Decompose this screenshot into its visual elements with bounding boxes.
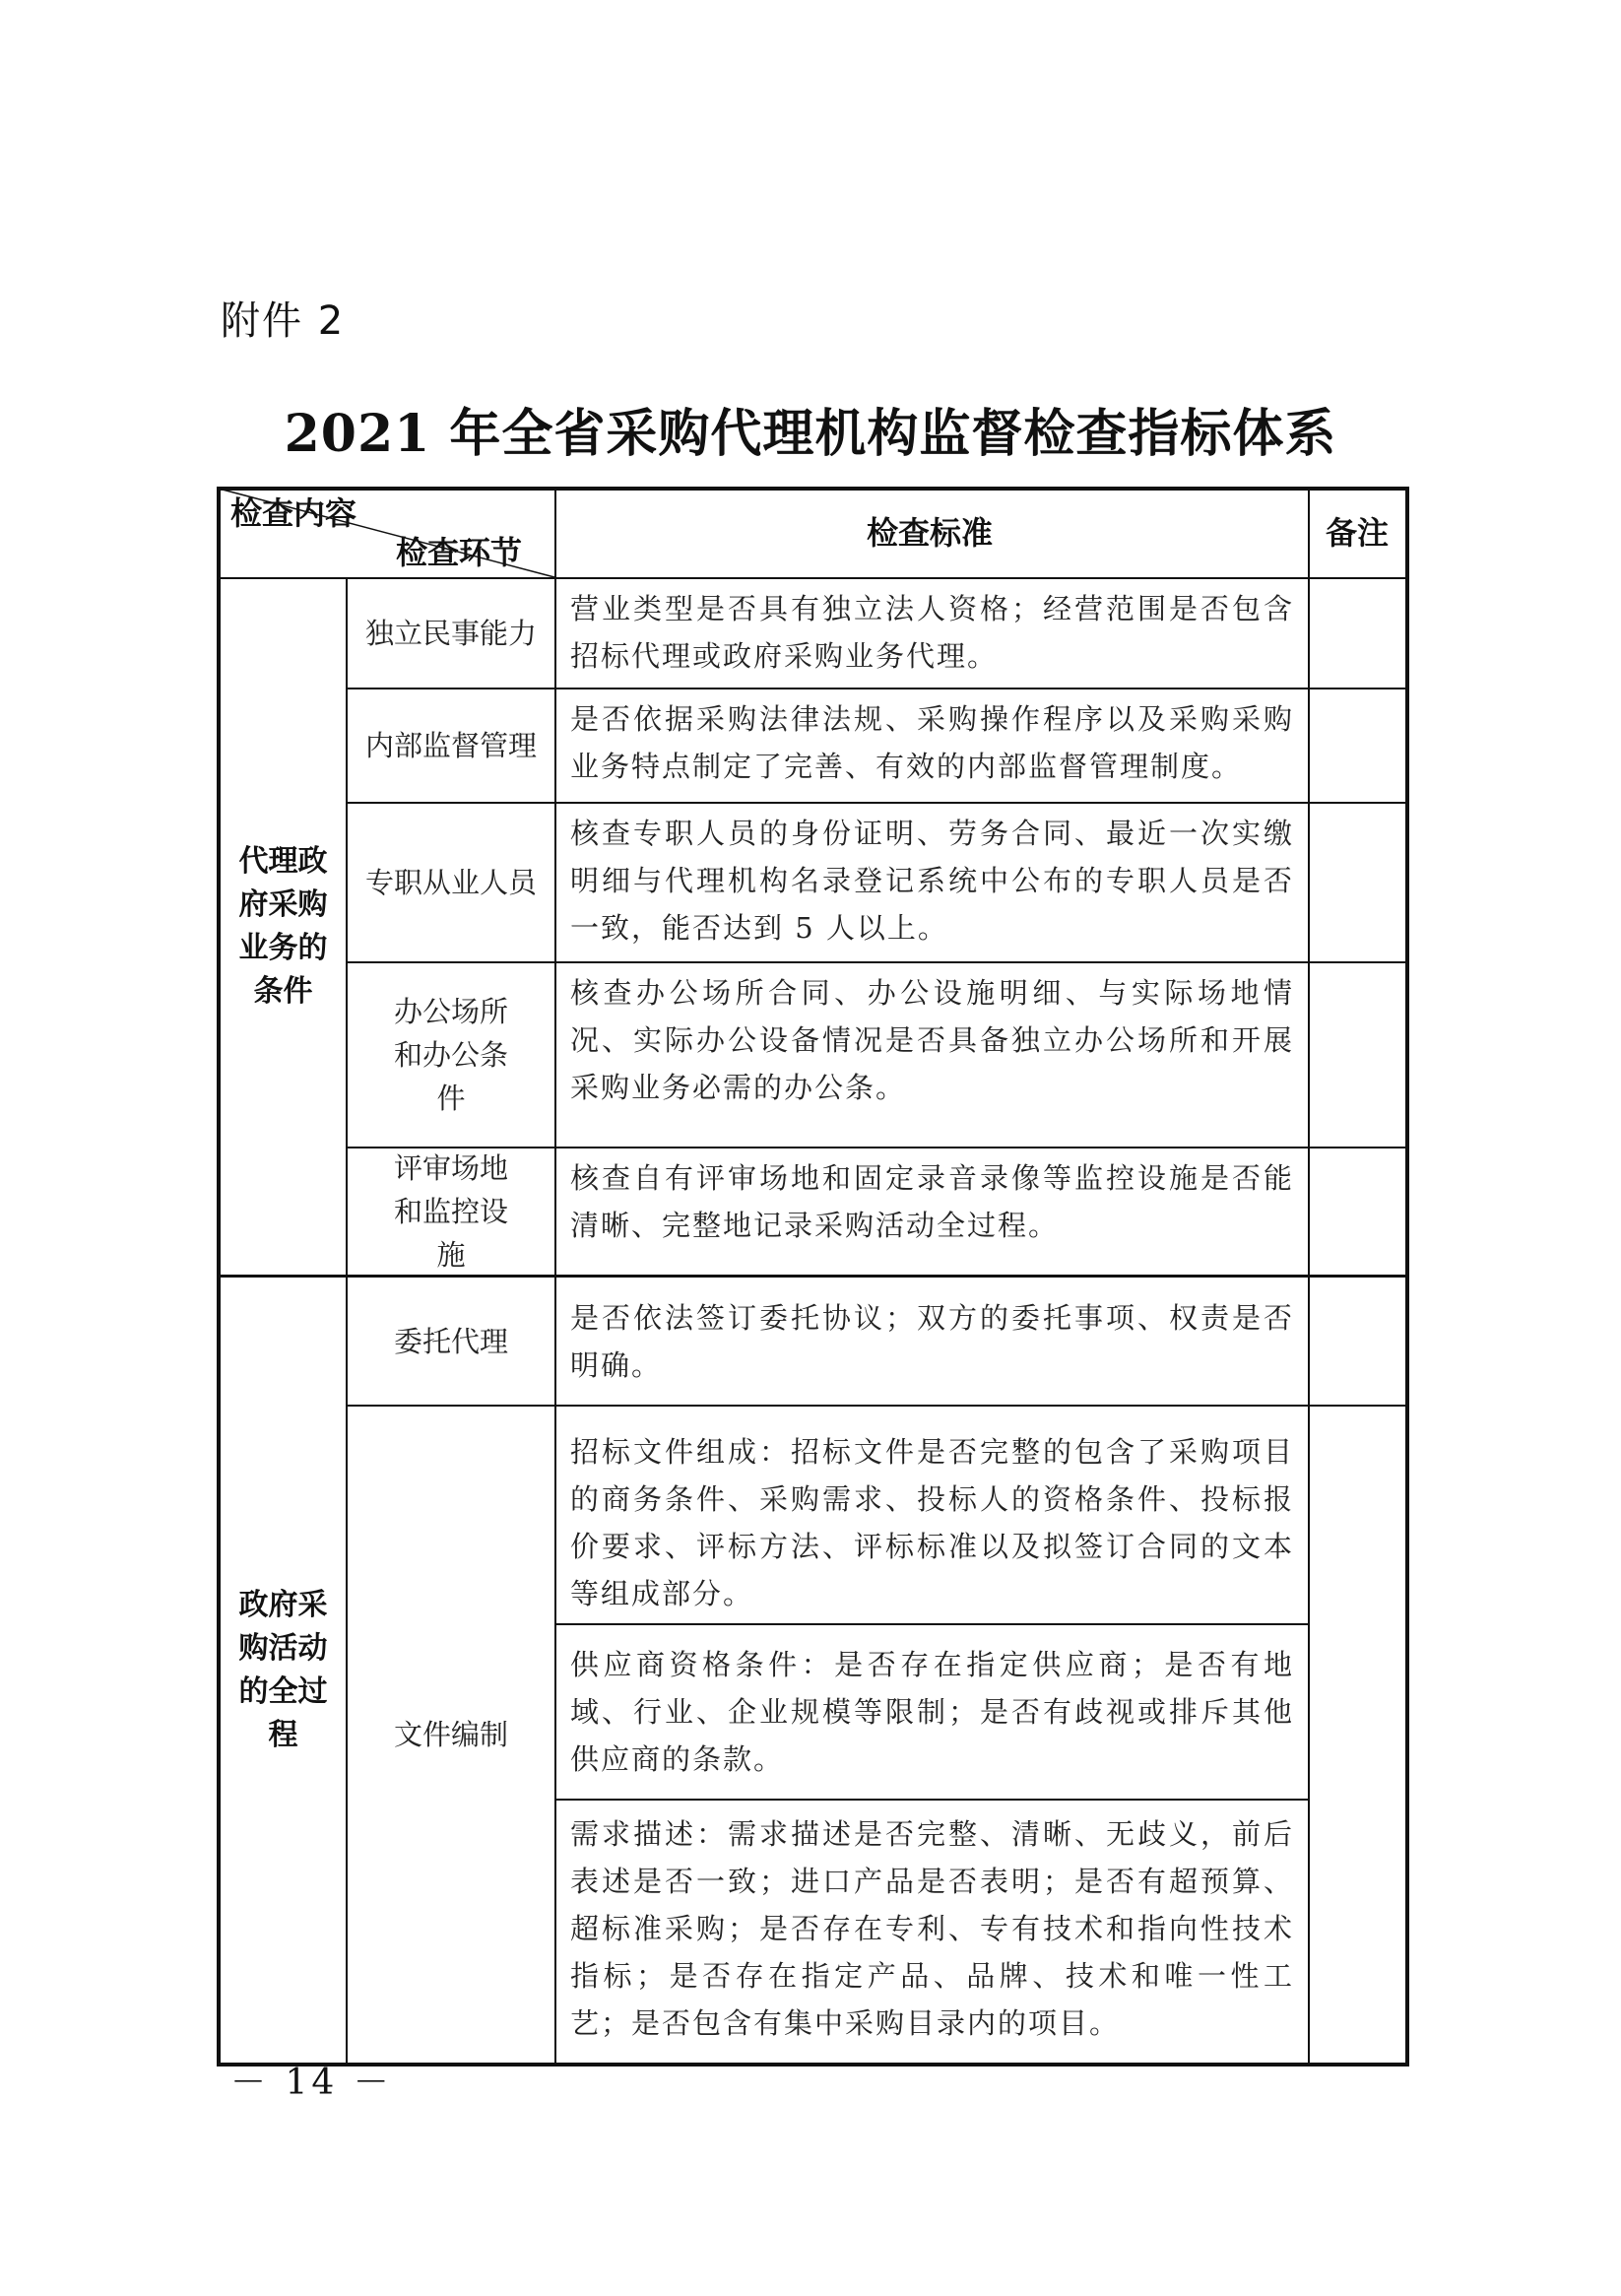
header-remark: 备注 — [1326, 514, 1390, 552]
standard-cell: 核查办公场所合同、办公设施明细、与实际场地情况、实际办公设备情况是否具备独立办公场所和开展采购业务必需的办公条。 — [570, 976, 1294, 1104]
category-process — [221, 1278, 346, 2063]
standard-cell: 营业类型是否具有独立法人资格；经营范围是否包含招标代理或政府采购业务代理。 — [570, 592, 1294, 673]
stage-cell — [348, 963, 554, 1147]
stage-label: 办公场所和办公条件 — [393, 995, 508, 1115]
stage-label: 文件编制 — [393, 1718, 508, 1751]
attachment-label: 附件 2 — [221, 298, 346, 344]
category-conditions-label: 代理政府采购业务的条件 — [238, 844, 328, 1009]
stage-cell — [348, 804, 554, 961]
stage-cell — [348, 579, 554, 688]
header-stage: 检查环节 — [396, 534, 523, 571]
page-number: － 14 － — [230, 2063, 393, 2103]
stage-label: 评审场地和监控设施 — [393, 1151, 508, 1272]
stage-cell — [348, 1278, 554, 1405]
standard-cell: 需求描述：需求描述是否完整、清晰、无歧义，前后表述是否一致；进口产品是否表明；是否有超预算、超标准采购；是否存在专利、专有技术和指向性技术指标；是否存在指定产品、品牌、技术和唯一性工艺；是否包含有集中采购目录内的项目。 — [570, 1817, 1294, 2040]
category-process-label: 政府采购活动的全过程 — [238, 1587, 328, 1752]
table-border-bottom — [217, 2063, 1409, 2066]
stage-cell — [348, 1407, 554, 2063]
standard-cell: 是否依法签订委托协议；双方的委托事项、权责是否明确。 — [570, 1300, 1294, 1382]
stage-cell — [348, 689, 554, 802]
header-standard: 检查标准 — [867, 514, 994, 552]
standard-cell: 核查自有评审场地和固定录音录像等监控设施是否能清晰、完整地记录采购活动全过程。 — [570, 1161, 1294, 1242]
header-content: 检查内容 — [230, 494, 357, 532]
stage-label: 内部监督管理 — [364, 729, 537, 762]
category-conditions — [221, 579, 346, 1275]
standard-cell: 是否依据采购法律法规、采购操作程序以及采购采购业务特点制定了完善、有效的内部监督管理制度。 — [570, 702, 1294, 783]
standard-cell: 供应商资格条件：是否存在指定供应商；是否有地域、行业、企业规模等限制；是否有歧视或排斥其他供应商的条款。 — [570, 1648, 1294, 1776]
standard-cell: 核查专职人员的身份证明、劳务合同、最近一次实缴明细与代理机构名录登记系统中公布的专职人员是否一致，能否达到 5 人以上。 — [570, 817, 1294, 945]
col-divider-remark — [1308, 487, 1310, 2066]
document-title: 2021 年全省采购代理机构监督检查指标体系 — [284, 404, 1337, 464]
stage-cell — [348, 1148, 554, 1275]
standard-cell: 招标文件组成：招标文件是否完整的包含了采购项目的商务条件、采购需求、投标人的资格条件、投标报价要求、评标方法、评标标准以及拟签订合同的文本等组成部分。 — [570, 1435, 1294, 1610]
stage-label: 独立民事能力 — [364, 617, 537, 650]
inspection-table — [217, 487, 1409, 2066]
stage-label: 委托代理 — [393, 1324, 508, 1358]
stage-label: 专职从业人员 — [364, 866, 537, 899]
